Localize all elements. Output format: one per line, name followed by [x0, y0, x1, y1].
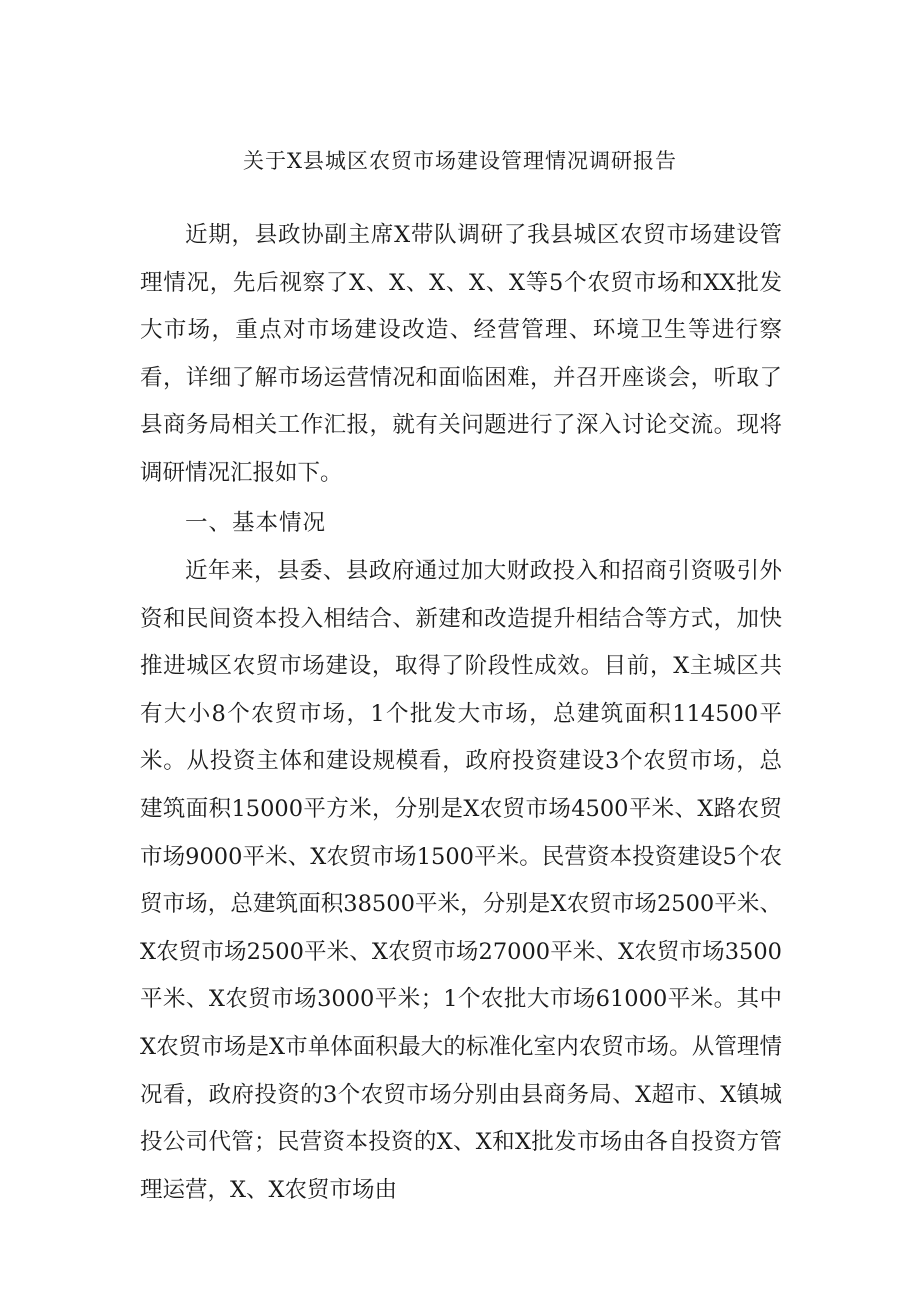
intro-paragraph: 近期，县政协副主席X带队调研了我县城区农贸市场建设管理情况，先后视察了X、X、X、X、X等5个农贸市场和XX批发大市场，重点对市场建设改造、经营管理、环境卫生等进行察看，详细了解市场运营情况和面临困难，并召开座谈会，听取了县商务局相关工作汇报，就有关问题进行了深入讨论交流。现将调研情况汇报如下。 — [140, 222, 782, 486]
section-heading-basic-situation: 一、基本情况 — [185, 510, 327, 536]
document-title: 关于X县城区农贸市场建设管理情况调研报告 — [243, 149, 677, 173]
basic-situation-paragraph: 近年来，县委、县政府通过加大财政投入和招商引资吸引外资和民间资本投入相结合、新建和改造提升相结合等方式，加快推进城区农贸市场建设，取得了阶段性成效。目前，X主城区共有大小8个农贸市场，1个批发大市场，总建筑面积114500平米。从投资主体和建设规模看，政府投资建设3个农贸市场，总建筑面积15000平方米，分别是X农贸市场4500平米、X路农贸市场9000平米、X农贸市场1500平米。民营资本投资建设5个农贸市场，总建筑面积38500平米，分别是X农贸市场2500平米、X农贸市场2500平米、X农贸市场27000平米、X农贸市场3500平米、X农贸市场3000平米；1个农批大市场61000平米。其中X农贸市场是X市单体面积最大的标准化室内农贸市场。从管理情况看，政府投资的3个农贸市场分别由县商务局、X超市、X镇城投公司代管；民营资本投资的X、X和X批发市场由各自投资方管理运营，X、X农贸市场由 — [140, 558, 782, 1203]
